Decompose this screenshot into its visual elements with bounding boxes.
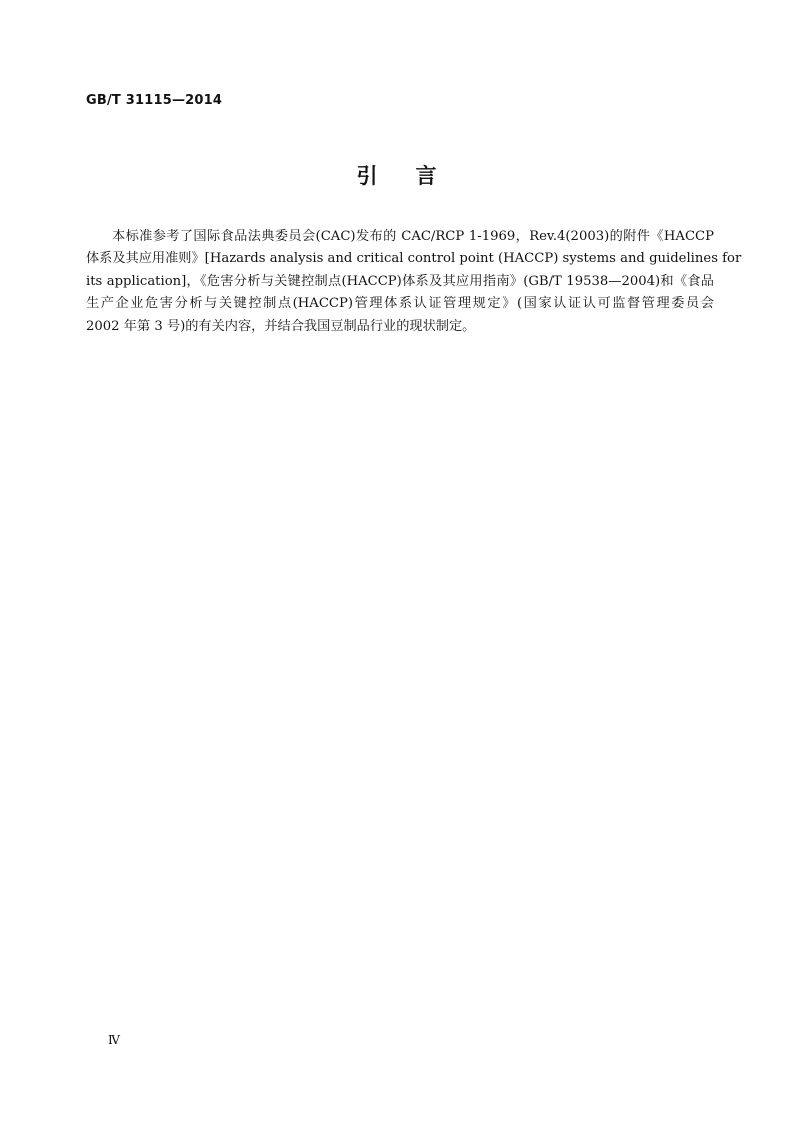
paragraph-line: 2002 年第 3 号)的有关内容，并结合我国豆制品行业的现状制定。: [86, 318, 476, 334]
paragraph-line: its application]，《危害分析与关键控制点(HACCP)体系及其应用指南》(GB/T 19538—2004)和《食品: [86, 273, 714, 289]
standard-number: GB/T 31115—2014: [86, 93, 223, 108]
page-number: Ⅳ: [108, 1033, 120, 1047]
paragraph-line: 体系及其应用准则》[Hazards analysis and critical control point (HACCP) systems and guidelines for: [86, 251, 742, 267]
paragraph-line: 本标准参考了国际食品法典委员会(CAC)发布的 CAC/RCP 1-1969，Rev.4(2003)的附件《HACCP: [112, 229, 714, 244]
paragraph-line: 生产企业危害分析与关键控制点(HACCP)管理体系认证管理规定》(国家认证认可监督管理委员会: [86, 296, 714, 312]
section-title-char-2: 言: [415, 164, 437, 188]
section-title: [0, 160, 793, 190]
section-title-char-1: 引: [356, 164, 378, 188]
introduction-paragraph: [86, 226, 742, 338]
